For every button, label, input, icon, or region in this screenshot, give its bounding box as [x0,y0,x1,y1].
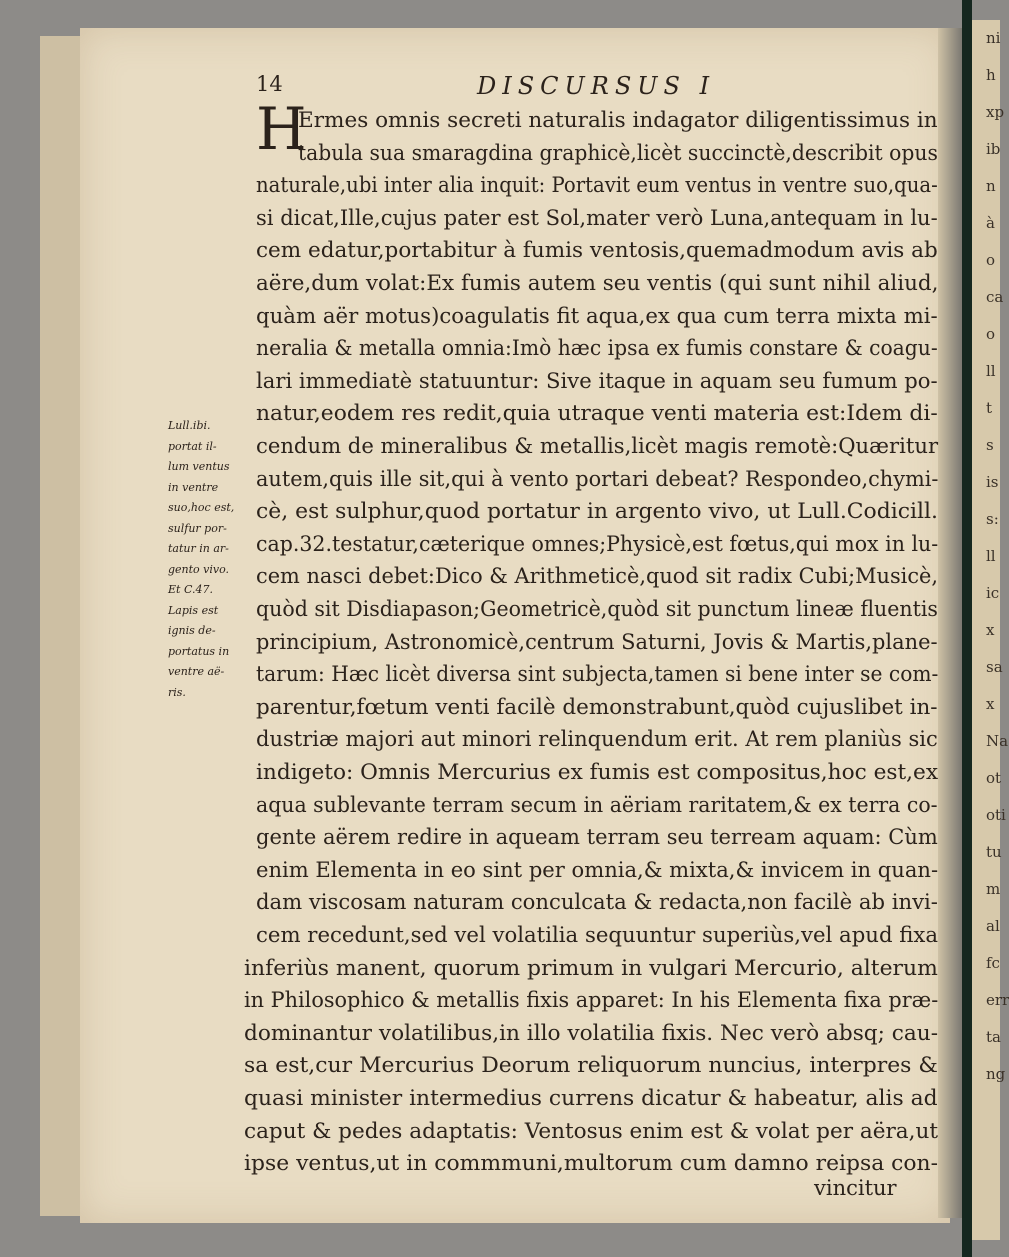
text-line: sa est,cur Mercurius Deorum reliquorum nuncius, interpres & [244,1053,938,1078]
text-line: dustriæ majori aut minori relinquendum erit. At rem planiùs sic [256,727,938,752]
text-line: cem nasci debet:Dico & Arithmeticè,quod sit radix Cubi;Musicè, [256,564,939,589]
facing-page-fragment: al [986,917,1000,935]
margin-note-line: ventre aë- [168,665,225,678]
facing-page-fragment: o [986,251,996,269]
facing-page-fragment: ng [986,1065,1006,1083]
facing-page-fragment: ca [986,288,1004,306]
text-line: naturale,ubi inter alia inquit: Portavit eum ventus in ventre suo,qua- [256,173,938,198]
text-line: quàm aër motus)coagulatis fit aqua,ex qua cum terra mixta mi- [256,303,938,328]
margin-note-line: ris. [168,685,186,699]
margin-note-line: suo,hoc est, [168,501,235,514]
facing-page-fragment: n [986,177,996,195]
margin-note-line: portatus in [168,644,230,658]
margin-note-line: tatur in ar- [168,542,229,555]
text-line: indigeto: Omnis Mercurius ex fumis est compositus,hoc est,ex [256,760,939,784]
text-line: neralia & metalla omnia:Imò hæc ipsa ex fumis constare & coagu- [256,336,938,361]
text-line: si dicat,Ille,cujus pater est Sol,mater verò Luna,antequam in lu- [256,205,938,230]
facing-page-fragment: oti [986,806,1006,824]
facing-page-fragment: Na [986,732,1009,750]
text-line: principium, Astronomicè,centrum Saturni, Jovis & Martis,plane- [256,629,938,654]
facing-page-fragment: s: [986,510,999,528]
margin-note-line: Lapis est [168,603,219,617]
facing-page-fragment: ot [986,769,1002,787]
facing-page-fragment: o [986,325,996,343]
margin-note-line: lum ventus [168,460,230,473]
text-line: gente aërem redire in aqueam terram seu terream aquam: Cùm [256,825,938,850]
facing-page-fragment: ib [986,140,1001,158]
facing-page-fragment: ic [986,584,1000,602]
running-title: DISCURSUS I [477,72,716,100]
catchword: vincitur [814,1176,897,1200]
margin-note-line: Lull.ibi. [168,419,211,432]
margin-note-line: gento vivo. [168,562,230,576]
facing-page-fragment: tu [986,843,1002,861]
facing-page-fragment: x [986,621,995,639]
margin-note-line: Et C.47. [168,583,213,596]
facing-page-fragment: ll [986,362,996,380]
facing-page-fragment: x [986,695,995,713]
text-line: caput & pedes adaptatis: Ventosus enim est & volat per aëra,ut [244,1118,939,1143]
text-line: cem edatur,portabitur à fumis ventosis,quemadmodum avis ab [256,238,938,263]
facing-page-fragment: t [986,399,993,417]
facing-page-fragment: à [986,214,995,232]
margin-note-line: portat il- [168,439,217,453]
facing-page-fragment: h [986,66,996,84]
text-line: parentur,fœtum venti facilè demonstrabunt,quòd cujuslibet in- [256,694,938,719]
facing-page-fragment: ni [986,29,1001,47]
margin-note-line: sulfur por- [168,521,227,535]
text-line: dam viscosam naturam conculcata & redacta,non facilè ab invi- [256,890,938,915]
facing-page-fragment: s [986,436,994,454]
facing-page-fragment: xp [986,103,1005,121]
margin-note-line: in ventre [168,480,219,494]
text-line: aëre,dum volat:Ex fumis autem seu ventis (qui sunt nihil aliud, [256,271,939,295]
text-line: ipse ventus,ut in commmuni,multorum cum damno reipsa con- [244,1151,939,1176]
text-line: inferiùs manent, quorum primum in vulgari Mercurio, alterum [244,955,938,980]
text-line: cem recedunt,sed vel volatilia sequuntur superiùs,vel apud fixa [256,923,939,947]
text-line: enim Elementa in eo sint per omnia,& mixta,& invicem in quan- [256,857,939,882]
text-line: dominantur volatilibus,in illo volatilia fixis. Nec verò absq; cau- [244,1020,939,1045]
text-line: lari immediatè statuuntur: Sive itaque in aquam seu fumum po- [256,368,938,393]
facing-page-edge [972,20,1009,1240]
text-line: cè, est sulphur,quod portatur in argento vivo, ut Lull.Codicill. [256,499,939,524]
facing-page-fragment: err [986,991,1009,1009]
drop-cap: H [256,95,307,163]
facing-page-fragment: sa [986,658,1003,676]
facing-page-fragment: ll [986,547,996,565]
text-line: tarum: Hæc licèt diversa sint subjecta,tamen si bene inter se com- [256,662,939,687]
text-line: aqua sublevante terram secum in aëriam raritatem,& ex terra co- [256,792,938,817]
text-line: in Philosophico & metallis fixis apparet: In his Elementa fixa præ- [244,988,939,1013]
page-number: 14 [256,72,283,96]
facing-page-fragment: is [986,473,999,491]
text-line: natur,eodem res redit,quia utraque venti materia est:Idem di- [256,401,938,426]
margin-note-line: ignis de- [168,624,216,637]
text-line: Ermes omnis secreti naturalis indagator diligentissimus in [298,108,938,132]
text-line: autem,quis ille sit,qui à vento portari debeat? Respondeo,chymi- [256,466,939,491]
facing-page-fragment: ta [986,1028,1001,1046]
text-line: quòd sit Disdiapason;Geometricè,quòd sit punctum lineæ fluentis [256,597,938,621]
book-spine [962,0,972,1257]
text-line: tabula sua smaragdina graphicè,licèt succinctè,describit opus [298,140,938,165]
facing-page-fragment: fc [986,954,1000,972]
text-line: cendum de mineralibus & metallis,licèt magis remotè:Quæritur [256,434,939,458]
text-line: quasi minister intermedius currens dicatur & habeatur, alis ad [244,1086,938,1110]
facing-page-fragment: m [986,880,1001,898]
text-line: cap.32.testatur,cæterique omnes;Physicè,est fœtus,qui mox in lu- [256,531,939,556]
